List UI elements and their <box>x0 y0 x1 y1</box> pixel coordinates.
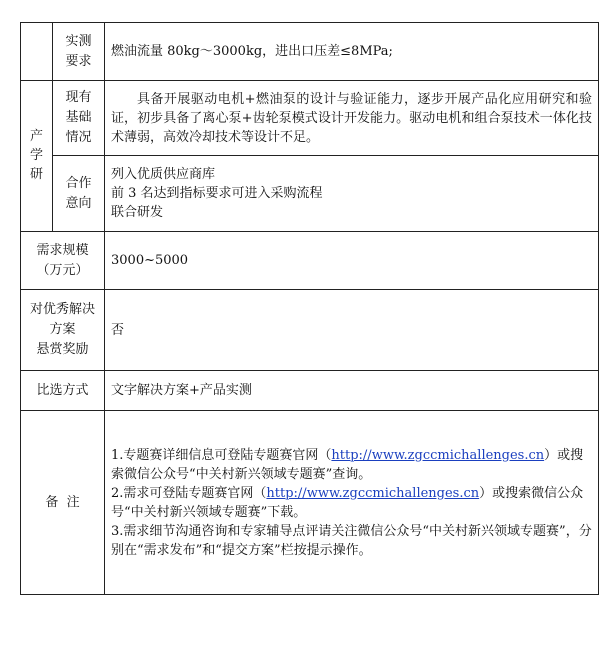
table-row <box>21 232 599 290</box>
row-label-reward: 对优秀解决 方案 悬赏奖励 <box>21 290 105 371</box>
remark-note-2: 2.需求可登陆专题赛官网（http://www.zgccmichallenges.cn）或搜索微信公众号“中关村新兴领域专题赛”下载。 <box>111 485 584 520</box>
competition-website-link[interactable]: http://www.zgccmichallenges.cn <box>331 447 545 463</box>
table-row <box>21 411 599 595</box>
remark-note-3: 3.需求细节沟通咨询和专家辅导点评请关注微信公众号“中关村新兴领域专题赛”，分别在“需求发布”和“提交方案”栏按提示操作。 <box>111 523 592 558</box>
table-row <box>21 156 599 232</box>
group-label-industry-academia: 产学研 <box>21 81 53 232</box>
cooperation-intent-value <box>105 156 599 232</box>
test-requirement-value: 燃油流量 80kg～3000kg，进出口压差≤8MPa; <box>105 23 599 81</box>
row-label-remarks: 备 注 <box>21 411 105 595</box>
remark-note-1: 1.专题赛详细信息可登陆专题赛官网（http://www.zgccmichallenges.cn）或搜索微信公众号“中关村新兴领域专题赛”查询。 <box>111 447 584 482</box>
remarks-value <box>105 411 599 595</box>
row-label-selection-method: 比选方式 <box>21 371 105 411</box>
competition-website-link[interactable]: http://www.zgccmichallenges.cn <box>266 485 480 501</box>
demand-scale-value: 3000~5000 <box>105 232 599 290</box>
list-item: 联合研发 <box>111 205 164 220</box>
table-row <box>21 81 599 156</box>
list-item: 列入优质供应商库 <box>111 167 216 182</box>
empty-group-cell <box>21 23 53 81</box>
selection-method-value: 文字解决方案+产品实测 <box>105 371 599 411</box>
table-row <box>21 23 599 81</box>
row-label-demand-scale: 需求规模 （万元） <box>21 232 105 290</box>
reward-value: 否 <box>105 290 599 371</box>
table-row <box>21 371 599 411</box>
row-label-test-requirement: 实测 要求 <box>53 23 105 81</box>
existing-basis-value: 具备开展驱动电机+燃油泵的设计与验证能力，逐步开展产品化应用研究和验证，初步具备了离心泵+齿轮泵模式设计开发能力。驱动电机和组合泵技术一体化技术薄弱，高效冷却技术等设计不足。 <box>105 81 599 156</box>
table-row <box>21 290 599 371</box>
list-item: 前 3 名达到指标要求可进入采购流程 <box>111 186 323 201</box>
row-label-cooperation-intent: 合作 意向 <box>53 156 105 232</box>
row-label-existing-basis: 现有 基础 情况 <box>53 81 105 156</box>
requirements-table <box>20 22 599 595</box>
